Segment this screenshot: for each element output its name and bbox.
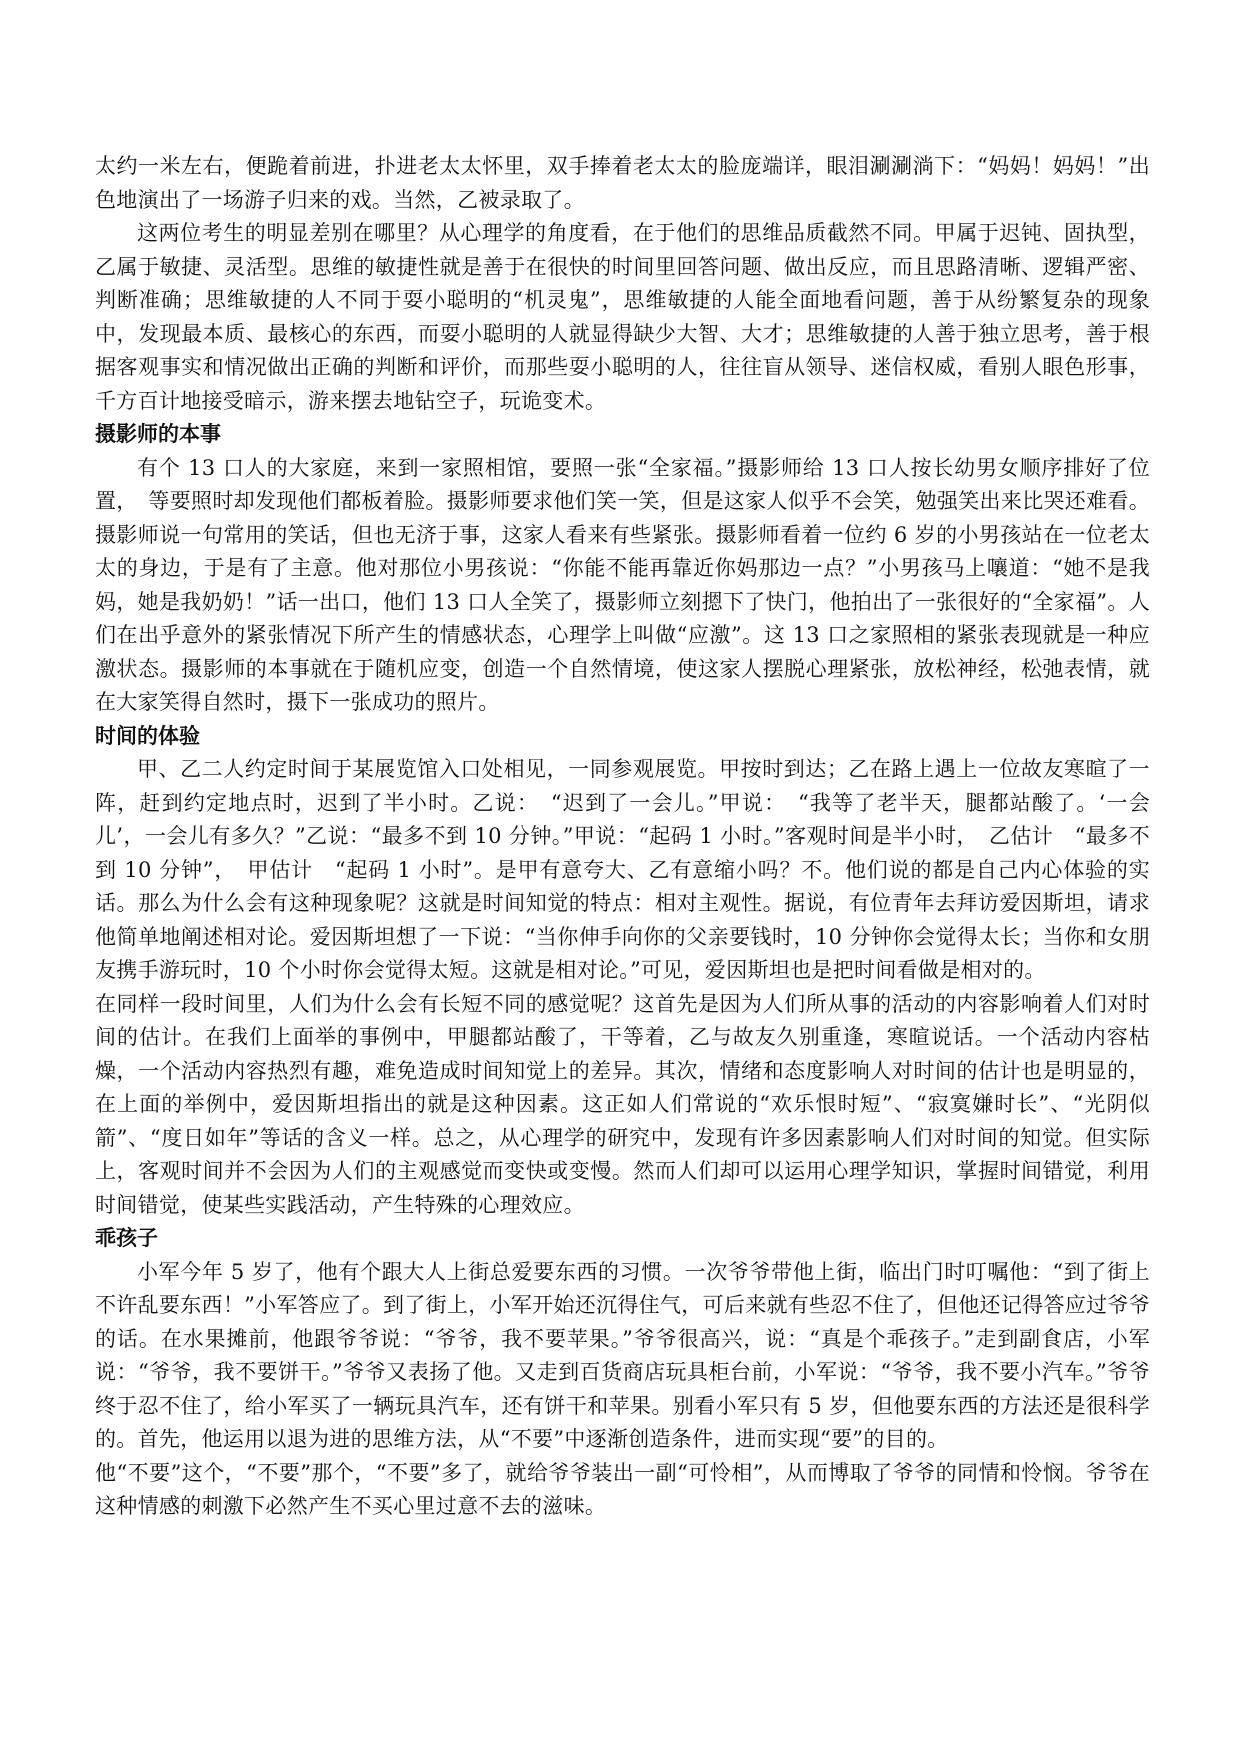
time-paragraph-2: 在同样一段时间里，人们为什么会有长短不同的感觉呢？这首先是因为人们所从事的活动的内容影响着人们对时间的估计。在我们上面举的事例中，甲腿都站酸了，干等着，乙与故友久别重逢，寒暄说话。一个活动内容枯燥，一个活动内容热烈有趣，难免造成时间知觉上的差异。其次，情绪和态度影响人对时间的估计也是明显的，在上面的举例中，爱因斯坦指出的就是这种因素。这正如人们常说的“欢乐恨时短”、“寂寞嫌时长”、“光阴似箭”、“度日如年”等话的含义一样。总之，从心理学的研究中，发现有许多因素影响人们对时间的知觉。但实际上，客观时间并不会因为人们的主观感觉而变快或变慢。然而人们却可以运用心理学知识，掌握时间错觉，利用时间错觉，使某些实践活动，产生特殊的心理效应。 <box>95 991 1150 1217</box>
child-paragraph-2: 他“不要”这个，“不要”那个，“不要”多了，就给爷爷装出一副“可怜相”，从而博取了爷爷的同情和怜悯。爷爷在这种情感的刺激下必然产生不买心里过意不去的滋味。 <box>95 1460 1150 1518</box>
section-title-good-child: 乖孩子 <box>95 1226 158 1250</box>
intro-paragraph-1: 太约一米左右，便跪着前进，扑进老太太怀里，双手捧着老太太的脸庞端详，眼泪涮涮淌下：“妈妈！妈妈！”出色地演出了一场游子归来的戏。当然，乙被录取了。 <box>95 154 1150 212</box>
section-title-time-experience: 时间的体验 <box>95 723 200 748</box>
document-page <box>95 150 1150 1524</box>
photographer-paragraph: 有个 13 口人的大家庭，来到一家照相馆，要照一张“全家福。”摄影师给 13 口人按长幼男女顺序排好了位置， 等要照时却发现他们都板着脸。摄影师要求他们笑一笑，但是这家人似乎不会笑，勉强笑出来比哭还难看。摄影师说一句常用的笑话，但也无济于事，这家人看来有些紧张。摄影师看着一位约 6 岁的小男孩站在一位老太太的身边，于是有了主意。他对那位小男孩说：“你能不能再靠近你妈那边一点？”小男孩马上嚷道：“她不是我妈，她是我奶奶！”话一出口，他们 13 口人全笑了，摄影师立刻摁下了快门，他拍出了一张很好的“全家福”。人们在出乎意外的紧张情况下所产生的情感状态，心理学上叫做“应激”。这 13 口之家照相的紧张表现就是一种应激状态。摄影师的本事就在于随机应变，创造一个自然情境，使这家人摆脱心理紧张，放松神经，松弛表情，就在大家笑得自然时，摄下一张成功的照片。 <box>95 455 1150 714</box>
child-paragraph-1: 小军今年 5 岁了，他有个跟大人上街总爱要东西的习惯。一次爷爷带他上街，临出门时叮嘱他：“到了街上不许乱要东西！”小军答应了。到了街上，小军开始还沉得住气，可后来就有些忍不住了，但他还记得答应过爷爷的话。在水果摊前，他跟爷爷说：“爷爷，我不要苹果。”爷爷很高兴，说：“真是个乖孩子。”走到副食店，小军说：“爷爷，我不要饼干。”爷爷又表扬了他。又走到百货商店玩具柜台前，小军说：“爷爷，我不要小汽车。”爷爷终于忍不住了，给小军买了一辆玩具汽车，还有饼干和苹果。别看小军只有 5 岁，但他要东西的方法还是很科学的。首先，他运用以退为进的思维方法，从“不要”中逐渐创造条件，进而实现“要”的目的。 <box>95 1259 1150 1451</box>
section-title-photographer: 摄影师的本事 <box>95 422 221 446</box>
time-paragraph-1: 甲、乙二人约定时间于某展览馆入口处相见，一同参观展览。甲按时到达；乙在路上遇上一位故友寒暄了一阵，赶到约定地点时，迟到了半小时。乙说： “迟到了一会儿。”甲说： “我等了老半天，腿都站酸了。‘一会儿’，一会儿有多久？”乙说：“最多不到 10 分钟。”甲说：“起码 1 小时。”客观时间是半小时， 乙估计 “最多不到 10 分钟”， 甲估计 “起码 1 小时”。是甲有意夸大、乙有意缩小吗？不。他们说的都是自己内心体验的实话。那么为什么会有这种现象呢？这就是时间知觉的特点：相对主观性。据说，有位青年去拜访爱因斯坦，请求他简单地阐述相对论。爱因斯坦想了一下说：“当你伸手向你的父亲要钱时，10 分钟你会觉得太长；当你和女朋友携手游玩时，10 个小时你会觉得太短。这就是相对论。”可见，爱因斯坦也是把时间看做是相对的。 <box>95 757 1150 982</box>
intro-paragraph-2: 这两位考生的明显差别在哪里？从心理学的角度看，在于他们的思维品质截然不同。甲属于迟钝、固执型，乙属于敏捷、灵活型。思维的敏捷性就是善于在很快的时间里回答问题、做出反应，而且思路清晰、逻辑严密、判断准确；思维敏捷的人不同于耍小聪明的“机灵鬼”，思维敏捷的人能全面地看问题，善于从纷繁复杂的现象中，发现最本质、最核心的东西，而耍小聪明的人就显得缺少大智、大才；思维敏捷的人善于独立思考，善于根据客观事实和情况做出正确的判断和评价，而那些耍小聪明的人，往往盲从领导、迷信权威，看别人眼色形事，千方百计地接受暗示，游来摆去地钻空子，玩诡变术。 <box>95 221 1150 413</box>
